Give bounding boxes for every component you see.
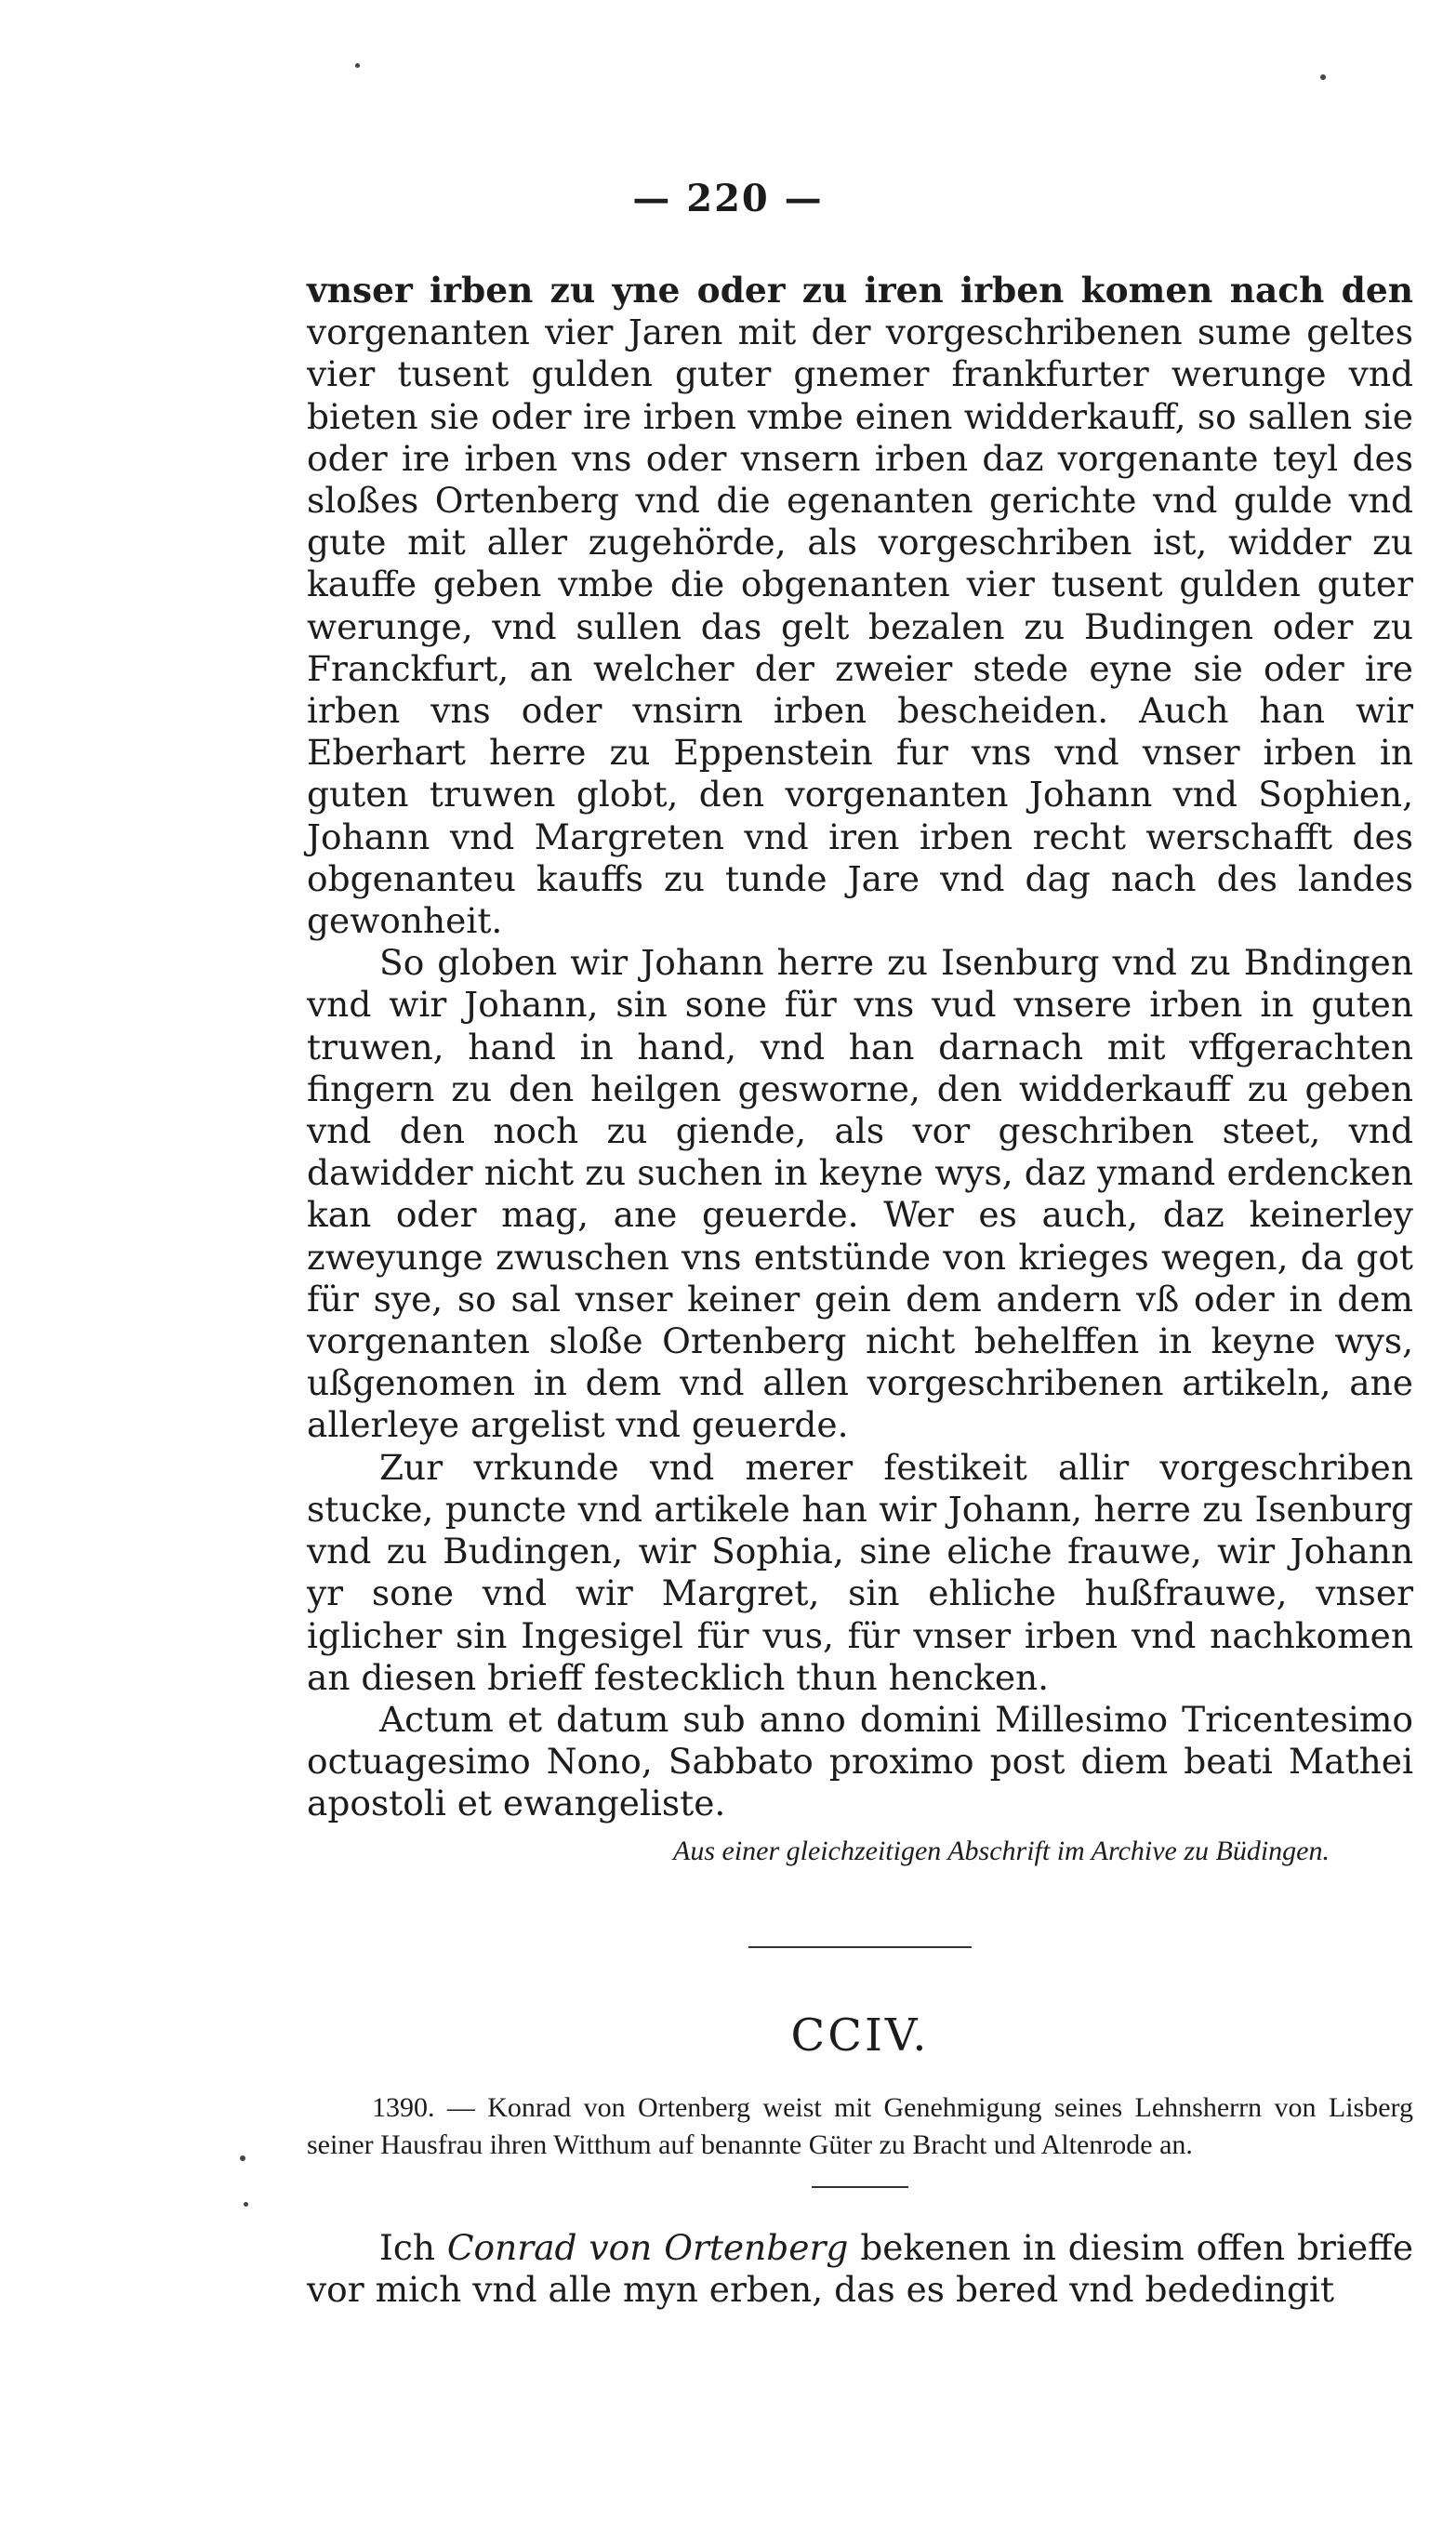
document-number: CCIV.	[790, 2009, 930, 2062]
scan-speck	[244, 2202, 248, 2207]
paragraph-seal	[307, 1447, 1413, 1699]
scan-speck	[1320, 74, 1326, 80]
paragraph-text: So globen wir Johann herre zu Isenburg vnd zu Bndingen vnd wir Johann, sin sone für vns vud vnsere irben in guten truwen, hand in hand, vnd han darnach mit vffgerachten fingern zu den heilgen gesworne, den widderkauff zu geben vnd den noch zu giende, als vor geschriben steet, vnd dawidder nicht zu suchen in keyne wys, daz ymand erdencken kan oder mag, ane geuerde. Wer es auch, daz keinerley zweyunge zwuschen vns entstünde von krieges wegen, da got für sye, so sal vnser keiner gein dem andern vß oder in dem vorgenanten sloße Ortenberg nicht behelffen in keyne wys, ußgenomen in dem vnd allen vorgeschribenen artikeln, ane allerleye argelist vnd geuerde.	[307, 942, 1413, 1446]
source-note: Aus einer gleichzeitigen Abschrift im Archive zu Büdingen.	[673, 1835, 1330, 1866]
summary-divider	[812, 2186, 908, 2188]
paragraph-continuation	[307, 270, 1413, 942]
scan-speck	[240, 2155, 245, 2161]
document-text-start	[307, 2227, 1413, 2311]
paragraph-text: Zur vrkunde vnd merer festikeit allir vorgeschriben stucke, puncte vnd artikele han wir Johann, herre zu Isenburg vnd zu Budingen, wir Sophia, sine eliche frauwe, wir Johann yr sone vnd wir Margret, sin ehliche hußfrauwe, vnser iglicher sin Ingesigel für vus, für vnser irben vnd nachkomen an diesen brieff festecklich thun hencken.	[307, 1446, 1413, 1698]
text-column	[307, 270, 1413, 2311]
scan-speck	[355, 63, 360, 68]
paragraph-text: Actum et datum sub anno domini Millesimo Tricentesimo octuagesimo Nono, Sabbato proximo post diem beati Mathei apostoli et ewangeliste.	[307, 1698, 1413, 1824]
paragraph-lead-text: vnser irben zu yne oder zu iren irben komen nach den	[307, 270, 1413, 311]
paragraph-dating	[307, 1699, 1413, 1825]
paragraph-text: vorgenanten vier Jaren mit der vorgeschribenen sume geltes vier tusent gulden guter gnemer frankfurter werunge vnd bieten sie oder ire irben vmbe einen widderkauff, so sallen sie oder ire irben vns oder vnsern irben daz vorgenante teyl des sloßes Ortenberg vnd die egenanten gerichte vnd gulde vnd gute mit aller zugehörde, als vorgeschriben ist, widder zu kauffe geben vmbe die obgenanten vier tusent gulden guter werunge, vnd sullen das gelt bezalen zu Budingen oder zu Franckfurt, an welcher der zweier stede eyne sie oder ire irben vns oder vnsirn irben bescheiden. Auch han wir Eberhart herre zu Eppenstein fur vns vnd vnser irben in guten truwen globt, den vorgenanten Johann vnd Sophien, Johann vnd Margreten vnd iren irben recht werschafft des obgenanteu kauffs zu tunde Jare vnd dag nach des landes gewonheit.	[307, 312, 1413, 942]
document-author-name: Conrad von Ortenberg	[446, 2226, 849, 2268]
section-divider	[748, 1946, 972, 1948]
document-text-prefix: Ich	[379, 2226, 447, 2268]
page-number: — 220 —	[632, 177, 824, 220]
paragraph-oath	[307, 942, 1413, 1446]
document-summary: 1390. — Konrad von Ortenberg weist mit Genehmigung seines Lehnsherrn von Lisberg seiner Hausfrau ihren Witthum auf benannte Güter zu Bracht und Altenrode an.	[307, 2091, 1413, 2160]
document-text-body: bekenen in diesim offen brieffe vor mich vnd alle myn erben, das es bered vnd bededingit	[307, 2226, 1414, 2310]
